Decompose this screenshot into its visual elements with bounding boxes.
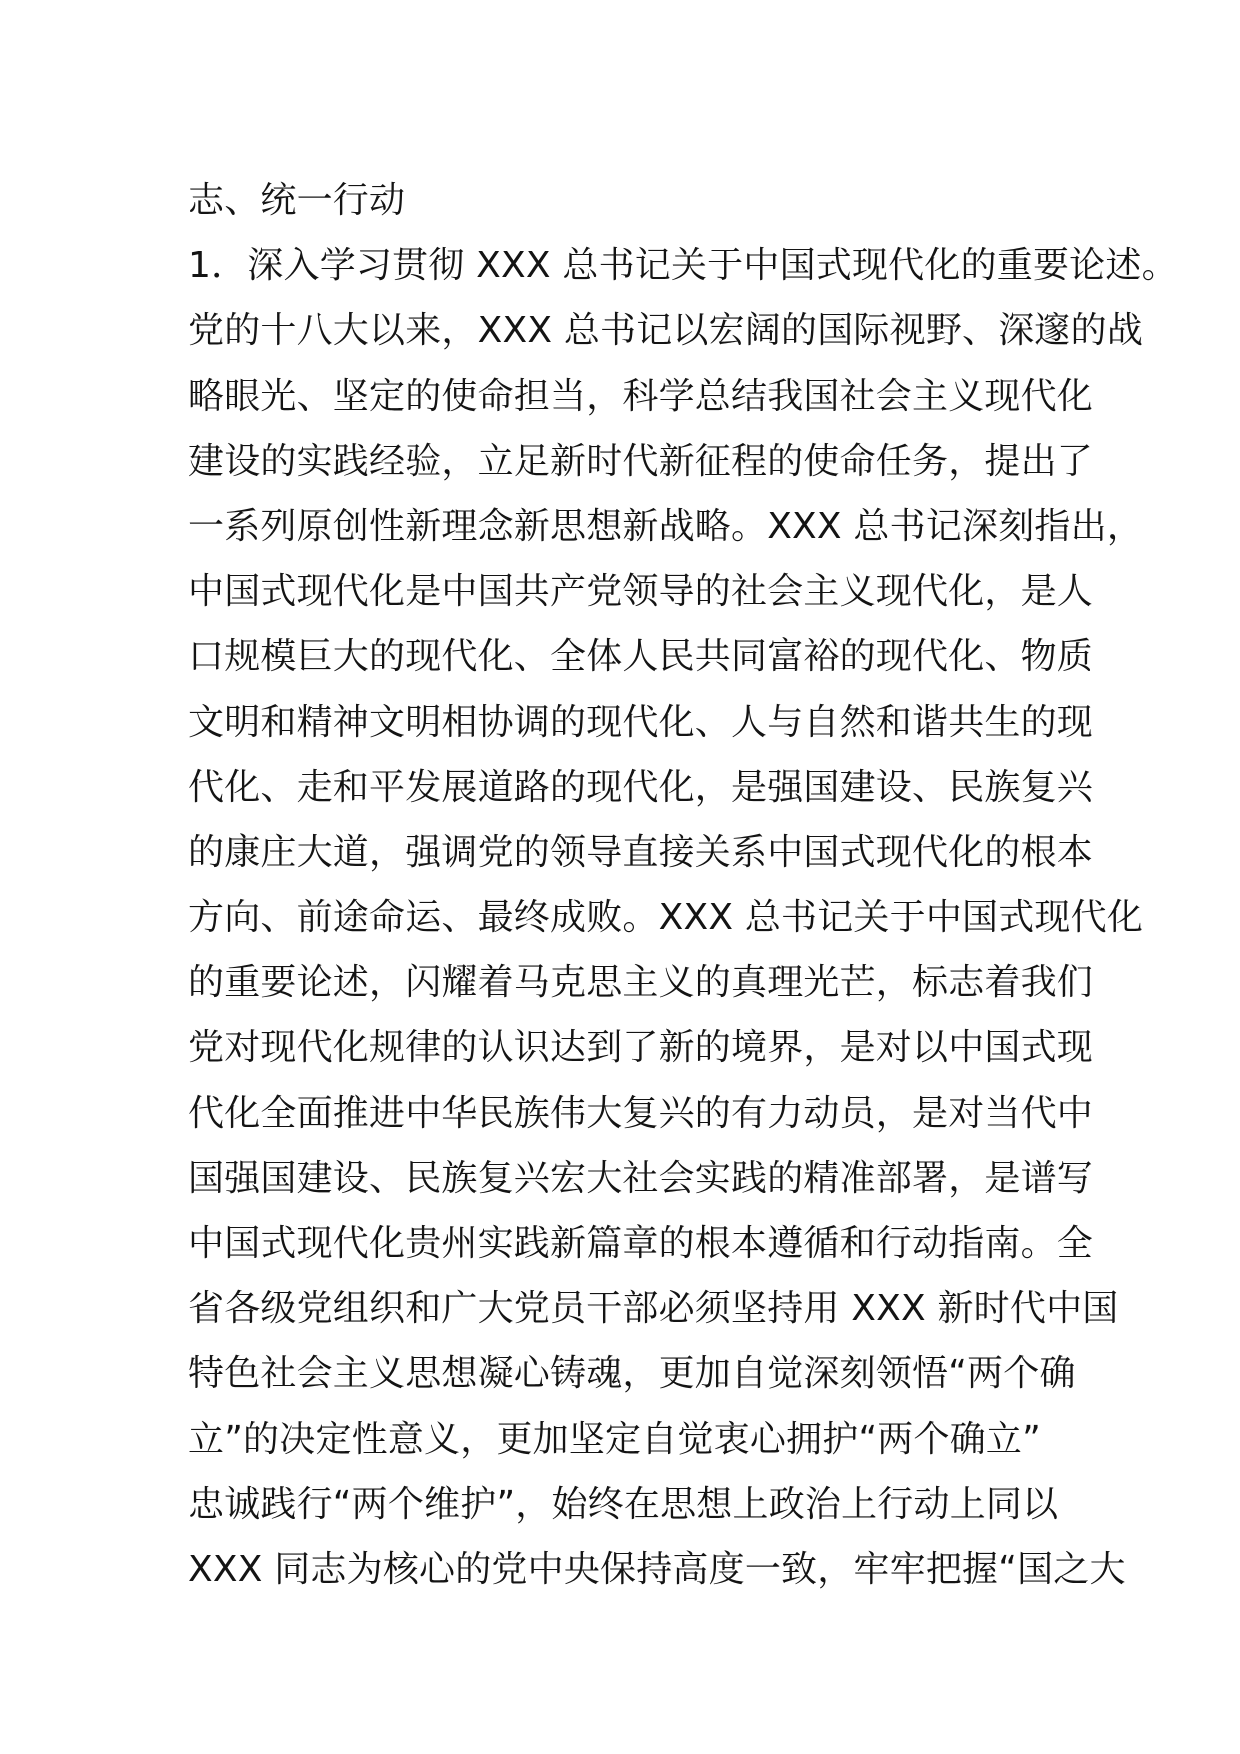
text-line: 国强国建设、民族复兴宏大社会实践的精准部署，是谱写 [188, 1157, 1094, 1199]
text-line: 志、统一行动 [188, 180, 406, 221]
text-line: 中国式现代化贵州实践新篇章的根本遵循和行动指南。全 [188, 1223, 1094, 1264]
text-line: 立”的决定性意义，更加坚定自觉衷心拥护“两个确立” [188, 1418, 1041, 1460]
text-line: 建设的实践经验，立足新时代新征程的使命任务，提出了 [188, 440, 1094, 482]
text-line: 省各级党组织和广大党员干部必须坚持用 XXX 新时代中国 [188, 1288, 1119, 1330]
text-line: 文明和精神文明相协调的现代化、人与自然和谐共生的现 [188, 701, 1094, 743]
text-line: 1．深入学习贯彻 XXX 总书记关于中国式现代化的重要论述。 [188, 245, 1178, 287]
body-text [188, 168, 1178, 1602]
text-line: XXX 同志为核心的党中央保持高度一致，牢牢把握“国之大 [188, 1548, 1126, 1590]
text-line: 方向、前途命运、最终成败。XXX 总书记关于中国式现代化 [188, 897, 1144, 939]
text-line: 代化全面推进中华民族伟大复兴的有力动员，是对当代中 [188, 1092, 1094, 1134]
text-line: 党对现代化规律的认识达到了新的境界，是对以中国式现 [188, 1027, 1094, 1069]
text-line: 口规模巨大的现代化、全体人民共同富裕的现代化、物质 [188, 636, 1094, 678]
text-line: 略眼光、坚定的使命担当，科学总结我国社会主义现代化 [188, 375, 1094, 417]
text-line: 代化、走和平发展道路的现代化，是强国建设、民族复兴 [188, 766, 1094, 808]
text-line: 中国式现代化是中国共产党领导的社会主义现代化，是人 [188, 571, 1094, 613]
text-line: 忠诚践行“两个维护”，始终在思想上政治上行动上同以 [188, 1483, 1059, 1525]
text-line: 的重要论述，闪耀着马克思主义的真理光芒，标志着我们 [188, 962, 1094, 1004]
text-line: 党的十八大以来，XXX 总书记以宏阔的国际视野、深邃的战 [188, 310, 1144, 352]
text-line: 一系列原创性新理念新思想新战略。XXX 总书记深刻指出， [188, 505, 1144, 547]
text-line: 特色社会主义思想凝心铸魂，更加自觉深刻领悟“两个确 [188, 1353, 1076, 1395]
text-line: 的康庄大道，强调党的领导直接关系中国式现代化的根本 [188, 831, 1094, 873]
